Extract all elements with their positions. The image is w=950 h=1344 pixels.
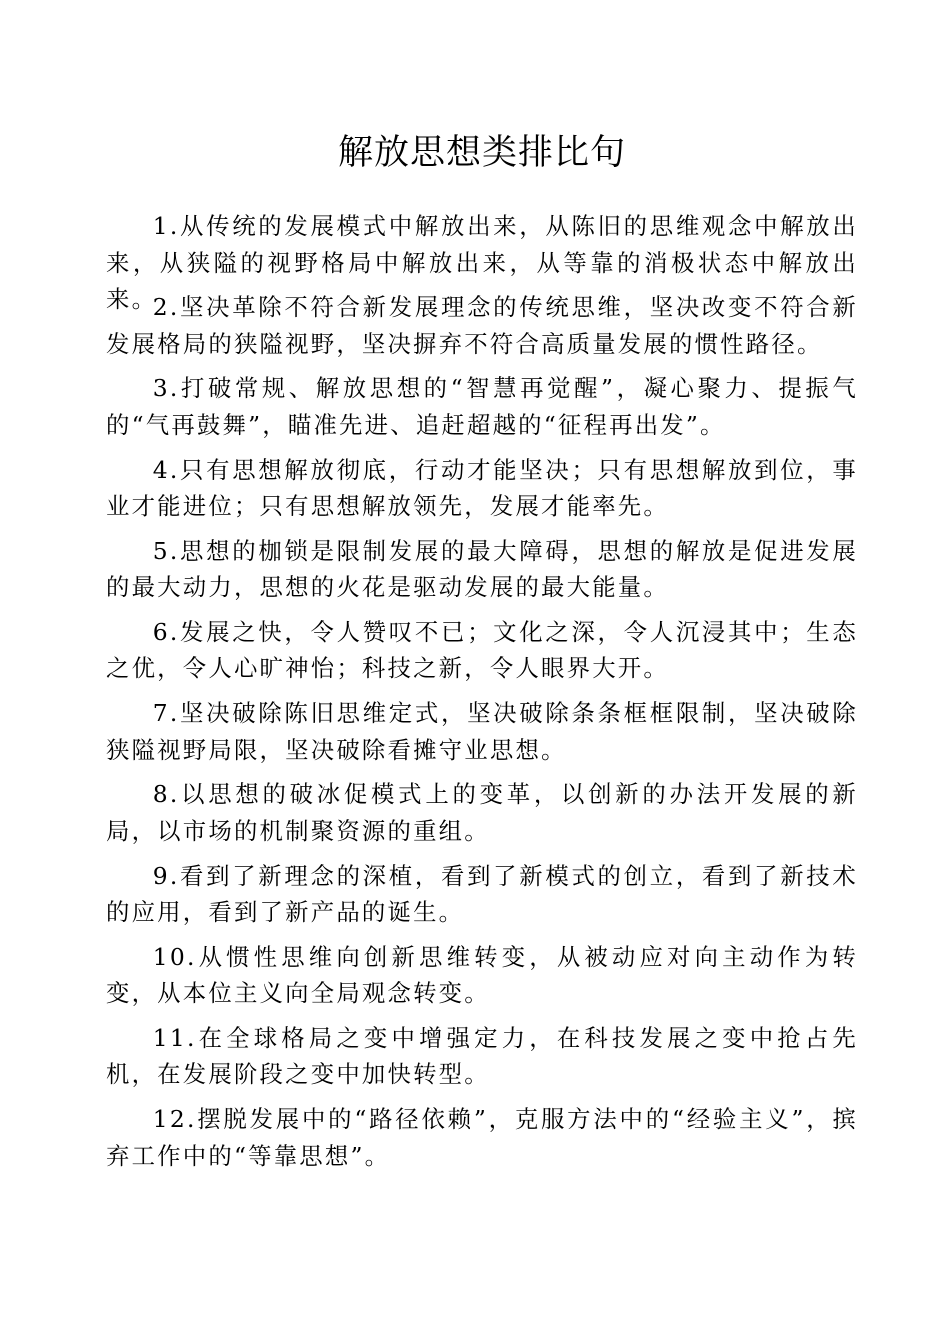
list-item: 5.思想的枷锁是限制发展的最大障碍，思想的解放是促进发展的最大动力，思想的火花是驱动发展的最大能量。 — [106, 536, 858, 602]
list-item: 4.只有思想解放彻底，行动才能坚决；只有思想解放到位，事业才能进位；只有思想解放领先，发展才能率先。 — [106, 455, 858, 521]
list-item: 12.摆脱发展中的“路径依赖”，克服方法中的“经验主义”，摈弃工作中的“等靠思想”。 — [106, 1105, 858, 1170]
document-page — [106, 0, 858, 1344]
list-item: 2.坚决革除不符合新发展理念的传统思维，坚决改变不符合新发展格局的狭隘视野，坚决摒弃不符合高质量发展的惯性路径。 — [106, 293, 858, 358]
list-item: 7.坚决破除陈旧思维定式，坚决破除条条框框限制，坚决破除狭隘视野局限，坚决破除看摊守业思想。 — [106, 699, 858, 764]
page-title: 解放思想类排比句 — [337, 133, 626, 173]
sentence-list — [106, 208, 858, 1182]
list-item: 8.以思想的破冰促模式上的变革，以创新的办法开发展的新局，以市场的机制聚资源的重组。 — [106, 780, 858, 845]
list-item: 10.从惯性思维向创新思维转变，从被动应对向主动作为转变，从本位主义向全局观念转变。 — [106, 942, 858, 1008]
list-item: 9.看到了新理念的深植，看到了新模式的创立，看到了新技术的应用，看到了新产品的诞生。 — [106, 861, 858, 926]
list-item: 3.打破常规、解放思想的“智慧再觉醒”，凝心聚力、提振气的“气再鼓舞”，瞄准先进、追赶超越的“征程再出发”。 — [106, 374, 858, 439]
list-item: 6.发展之快，令人赞叹不已；文化之深，令人沉浸其中；生态之优，令人心旷神怡；科技之新，令人眼界大开。 — [106, 617, 858, 683]
list-item: 11.在全球格局之变中增强定力，在科技发展之变中抢占先机，在发展阶段之变中加快转型。 — [106, 1023, 858, 1089]
list-item: 1.从传统的发展模式中解放出来，从陈旧的思维观念中解放出来，从狭隘的视野格局中解放出来，从等靠的消极状态中解放出来。 — [106, 212, 858, 313]
